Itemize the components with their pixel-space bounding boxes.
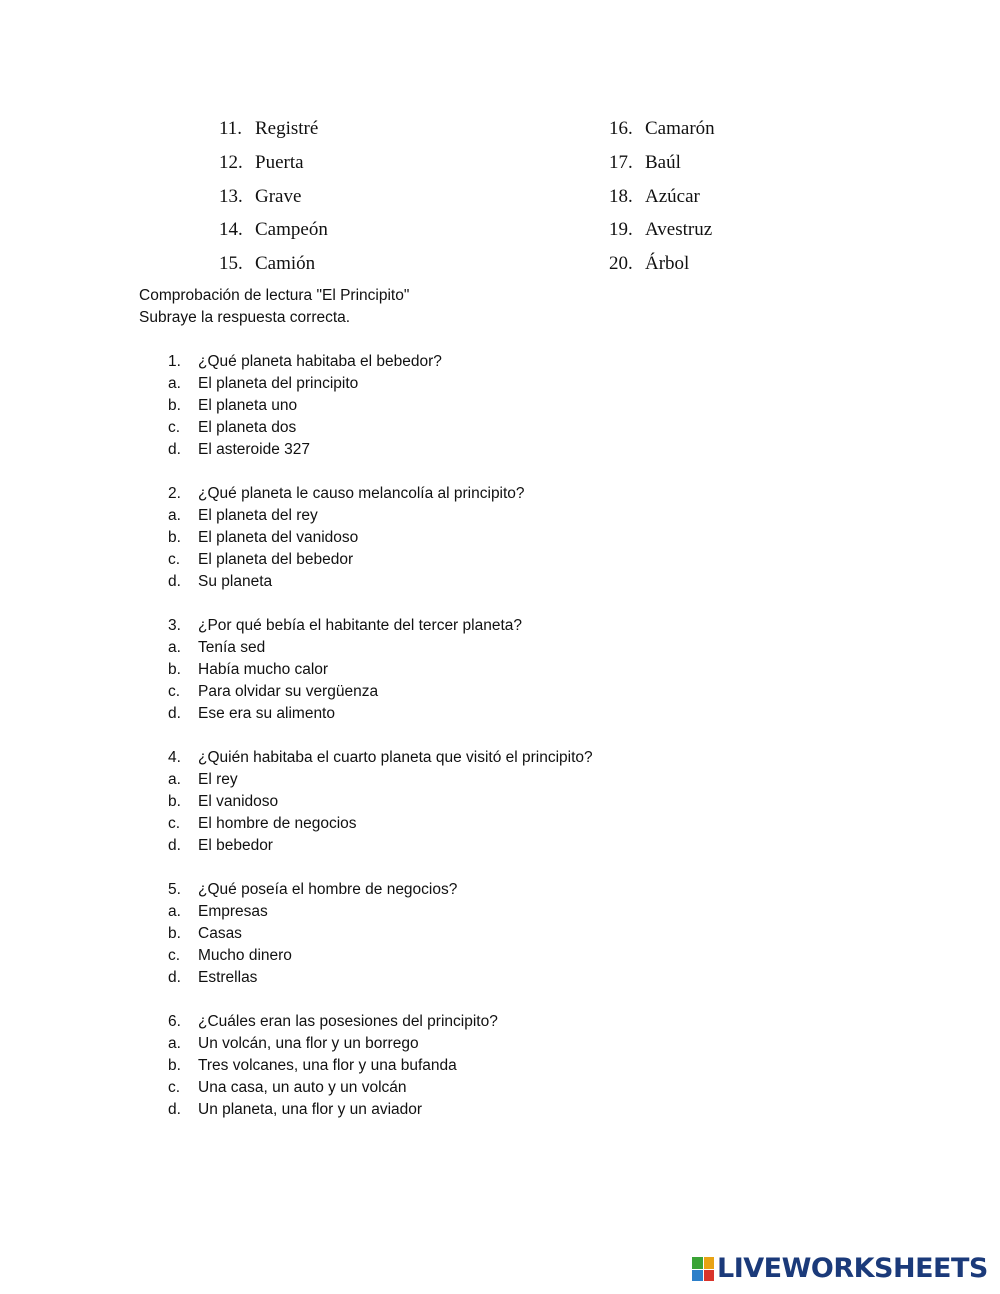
answer-option[interactable]: b. Casas [168, 925, 242, 942]
quiz-header [139, 285, 409, 329]
liveworksheets-logo [692, 1254, 988, 1284]
logo-mark-tile [704, 1270, 715, 1282]
word-text: Registré [255, 118, 319, 139]
word-item: 13. Grave [219, 185, 302, 207]
word-list-right [609, 112, 715, 281]
answer-option[interactable]: a. Un volcán, una flor y un borrego [168, 1035, 419, 1052]
logo-mark-tile [692, 1257, 703, 1269]
word-text: Puerta [255, 151, 304, 173]
word-text: Grave [255, 185, 302, 207]
answer-option[interactable]: c. El hombre de negocios [168, 815, 357, 832]
answer-option[interactable]: c. Mucho dinero [168, 947, 292, 964]
answer-option[interactable]: d. Un planeta, una flor y un aviador [168, 1101, 423, 1118]
answer-option[interactable]: b. El vanidoso [168, 793, 279, 810]
word-text: Campeón [255, 219, 328, 241]
word-text: Baúl [645, 151, 681, 173]
quiz-title: Comprobación de lectura "El Principito" [139, 287, 410, 304]
answer-option[interactable]: d. El bebedor [168, 837, 273, 854]
word-item: 16. Camarón [609, 118, 715, 139]
answer-option[interactable]: a. El rey [168, 771, 238, 788]
answer-option[interactable]: d. Ese era su alimento [168, 705, 335, 722]
word-text: Azúcar [645, 185, 700, 207]
question-3 [168, 615, 593, 725]
question-text: 5. ¿Qué poseía el hombre de negocios? [168, 881, 458, 898]
answer-option[interactable]: a. Empresas [168, 903, 268, 920]
answer-option[interactable]: c. El planeta del bebedor [168, 551, 354, 568]
quiz-instruction: Subraye la respuesta correcta. [139, 309, 351, 326]
answer-option[interactable]: a. El planeta del principito [168, 375, 359, 392]
question-text: 3. ¿Por qué bebía el habitante del tercer planeta? [168, 617, 523, 634]
logo-text: LIVEWORKSHEETS [717, 1253, 988, 1284]
question-text: 2. ¿Qué planeta le causo melancolía al principito? [168, 485, 525, 502]
answer-option[interactable]: d. El asteroide 327 [168, 441, 311, 458]
question-text: 4. ¿Quién habitaba el cuarto planeta que visitó el principito? [168, 749, 593, 766]
question-1 [168, 351, 593, 461]
question-2 [168, 483, 593, 593]
word-item: 15. Camión [219, 253, 316, 275]
question-5 [168, 879, 593, 989]
word-item: 17. Baúl [609, 151, 681, 173]
logo-mark-tile [704, 1257, 715, 1269]
answer-option[interactable]: a. Tenía sed [168, 639, 266, 656]
answer-option[interactable]: c. El planeta dos [168, 419, 297, 436]
word-text: Árbol [645, 253, 690, 275]
answer-option[interactable]: b. Había mucho calor [168, 661, 329, 678]
word-item: 12. Puerta [219, 151, 304, 173]
word-item: 18. Azúcar [609, 185, 700, 207]
answer-option[interactable]: d. Estrellas [168, 969, 258, 986]
question-4 [168, 747, 593, 857]
answer-option[interactable]: c. Una casa, un auto y un volcán [168, 1079, 407, 1096]
word-item: 20. Árbol [609, 253, 690, 275]
word-item: 11. Registré [219, 118, 319, 139]
liveworksheets-logo-mark-icon [692, 1257, 714, 1281]
question-text: 1. ¿Qué planeta habitaba el bebedor? [168, 353, 442, 370]
question-text: 6. ¿Cuáles eran las posesiones del principito? [168, 1013, 498, 1030]
answer-option[interactable]: b. Tres volcanes, una flor y una bufanda [168, 1057, 457, 1074]
word-text: Camión [255, 253, 316, 275]
word-text: Camarón [645, 118, 715, 139]
answer-option[interactable]: c. Para olvidar su vergüenza [168, 683, 379, 700]
logo-mark-tile [692, 1270, 703, 1282]
word-item: 19. Avestruz [609, 219, 713, 241]
word-list-left [219, 112, 328, 281]
answer-option[interactable]: d. Su planeta [168, 573, 273, 590]
question-6 [168, 1011, 593, 1121]
answer-option[interactable]: b. El planeta uno [168, 397, 298, 414]
word-text: Avestruz [645, 219, 713, 241]
answer-option[interactable]: b. El planeta del vanidoso [168, 529, 359, 546]
answer-option[interactable]: a. El planeta del rey [168, 507, 318, 524]
question-list [168, 351, 593, 1143]
word-item: 14. Campeón [219, 219, 328, 241]
